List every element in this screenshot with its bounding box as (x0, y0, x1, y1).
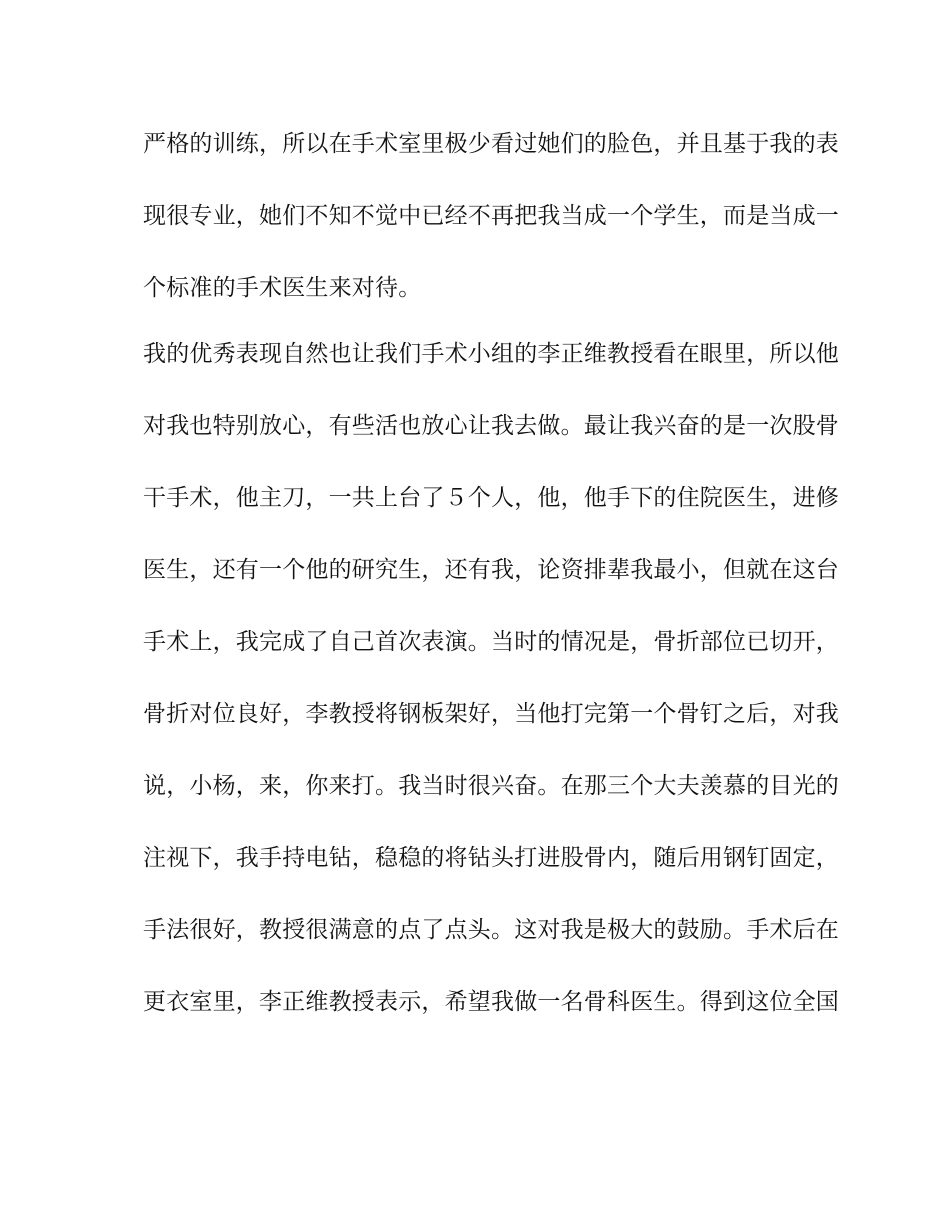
text-line: 医生，还有一个他的研究生，还有我，论资排辈我最小，但就在这台 (143, 557, 839, 583)
text-line: 说，小杨，来，你来打。我当时很兴奋。在那三个大夫羡慕的目光的 (143, 773, 839, 799)
paragraph-1 (143, 108, 839, 324)
text-line: 手法很好，教授很满意的点了点头。这对我是极大的鼓励。手术后在 (143, 917, 839, 943)
text-line: 现很专业，她们不知不觉中已经不再把我当成一个学生，而是当成一 (143, 203, 839, 229)
text-line: 我的优秀表现自然也让我们手术小组的李正维教授看在眼里，所以他 (143, 341, 839, 367)
text-line: 严格的训练，所以在手术室里极少看过她们的脸色，并且基于我的表 (143, 131, 839, 157)
text-line: 干手术，他主刀，一共上台了５个人，他，他手下的住院医生，进修 (143, 485, 839, 511)
text-line: 对我也特别放心，有些活也放心让我去做。最让我兴奋的是一次股骨 (143, 413, 839, 439)
paragraph-2 (143, 318, 839, 1038)
text-line: 更衣室里，李正维教授表示，希望我做一名骨科医生。得到这位全国 (143, 989, 839, 1015)
text-line: 注视下，我手持电钻，稳稳的将钻头打进股骨内，随后用钢钉固定， (143, 845, 839, 871)
text-line: 个标准的手术医生来对待。 (143, 275, 422, 301)
text-line: 骨折对位良好，李教授将钢板架好，当他打完第一个骨钉之后，对我 (143, 701, 839, 727)
text-line: 手术上，我完成了自己首次表演。当时的情况是，骨折部位已切开， (143, 629, 839, 655)
